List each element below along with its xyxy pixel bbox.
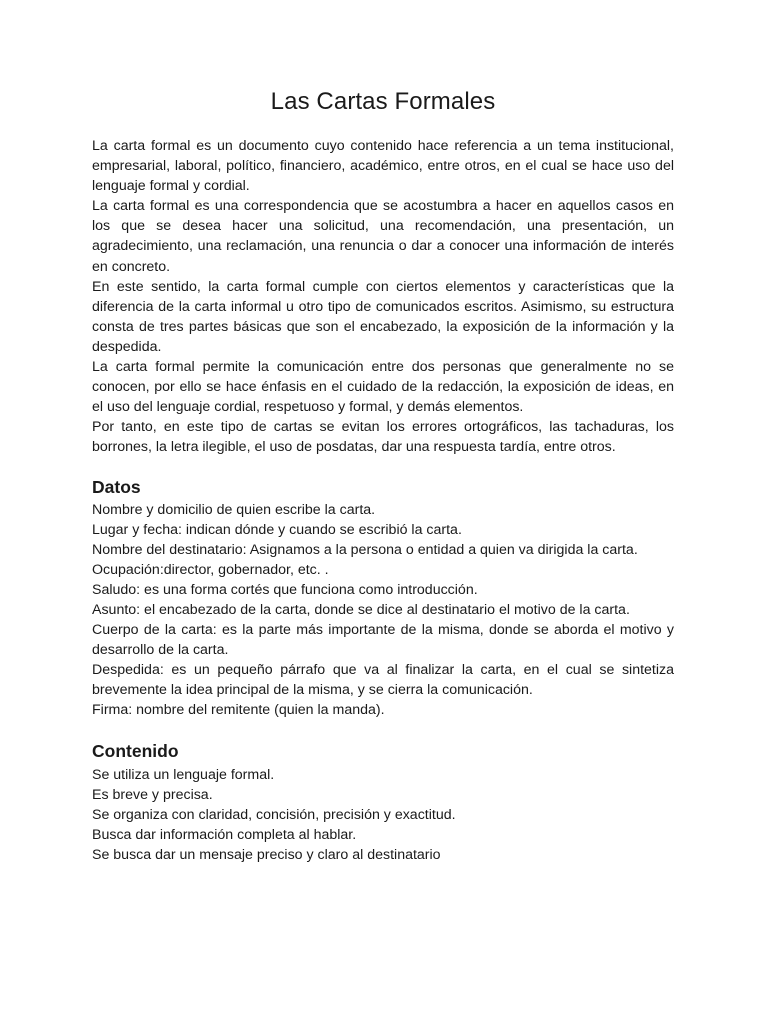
intro-paragraph: Por tanto, en este tipo de cartas se evitan los errores ortográficos, las tachaduras, los borrones, la letra ilegible, el uso de posdatas, dar una respuesta tardía, entre otros. [92, 419, 674, 456]
intro-paragraph: La carta formal permite la comunicación entre dos personas que generalmente no se conocen, por ello se hace énfasis en el cuidado de la redacción, la exposición de ideas, en el uso del lenguaje cordial, respetuoso y formal, y demás elementos. [92, 359, 674, 416]
contenido-item: Se organiza con claridad, concisión, precisión y exactitud. [92, 806, 456, 823]
document-page [92, 84, 674, 865]
contenido-heading: Contenido [92, 740, 179, 761]
datos-item: Saludo: es una forma cortés que funciona como introducción. [92, 581, 478, 598]
contenido-item: Se busca dar un mensaje preciso y claro al destinatario [92, 846, 441, 863]
intro-section [92, 136, 674, 458]
datos-section [92, 500, 674, 721]
intro-paragraph: La carta formal es un documento cuyo contenido hace referencia a un tema institucional, empresarial, laboral, político, financiero, académico, entre otros, en el cual se hace uso del lenguaje formal y cordial. [92, 138, 674, 195]
datos-item: Despedida: es un pequeño párrafo que va al finalizar la carta, en el cual se sintetiza brevemente la idea principal de la misma, y se cierra la comunicación. [92, 662, 674, 699]
intro-paragraph: En este sentido, la carta formal cumple con ciertos elementos y características que la diferencia de la carta informal u otro tipo de comunicados escritos. Asimismo, su estructura consta de tres partes básicas que son el encabezado, la exposición de la información y la despedida. [92, 278, 674, 355]
intro-paragraph: La carta formal es una correspondencia que se acostumbra a hacer en aquellos casos en los que se desea hacer una solicitud, una recomendación, una presentación, un agradecimiento, una reclamación, una renuncia o dar a conocer una información de interés en concreto. [92, 198, 674, 275]
contenido-item: Es breve y precisa. [92, 786, 213, 803]
datos-item: Ocupación:director, gobernador, etc. . [92, 561, 329, 578]
datos-item: Firma: nombre del remitente (quien la manda). [92, 702, 385, 719]
contenido-item: Se utiliza un lenguaje formal. [92, 766, 275, 783]
datos-item: Nombre y domicilio de quien escribe la carta. [92, 501, 376, 518]
contenido-item: Busca dar información completa al hablar. [92, 826, 357, 843]
datos-item: Asunto: el encabezado de la carta, donde se dice al destinatario el motivo de la carta. [92, 601, 630, 618]
datos-heading: Datos [92, 476, 141, 497]
datos-item: Cuerpo de la carta: es la parte más importante de la misma, donde se aborda el motivo y desarrollo de la carta. [92, 622, 674, 659]
datos-item: Nombre del destinatario: Asignamos a la persona o entidad a quien va dirigida la carta. [92, 541, 638, 558]
datos-item: Lugar y fecha: indican dónde y cuando se escribió la carta. [92, 521, 462, 538]
document-title: Las Cartas Formales [270, 88, 496, 115]
contenido-section [92, 765, 674, 865]
